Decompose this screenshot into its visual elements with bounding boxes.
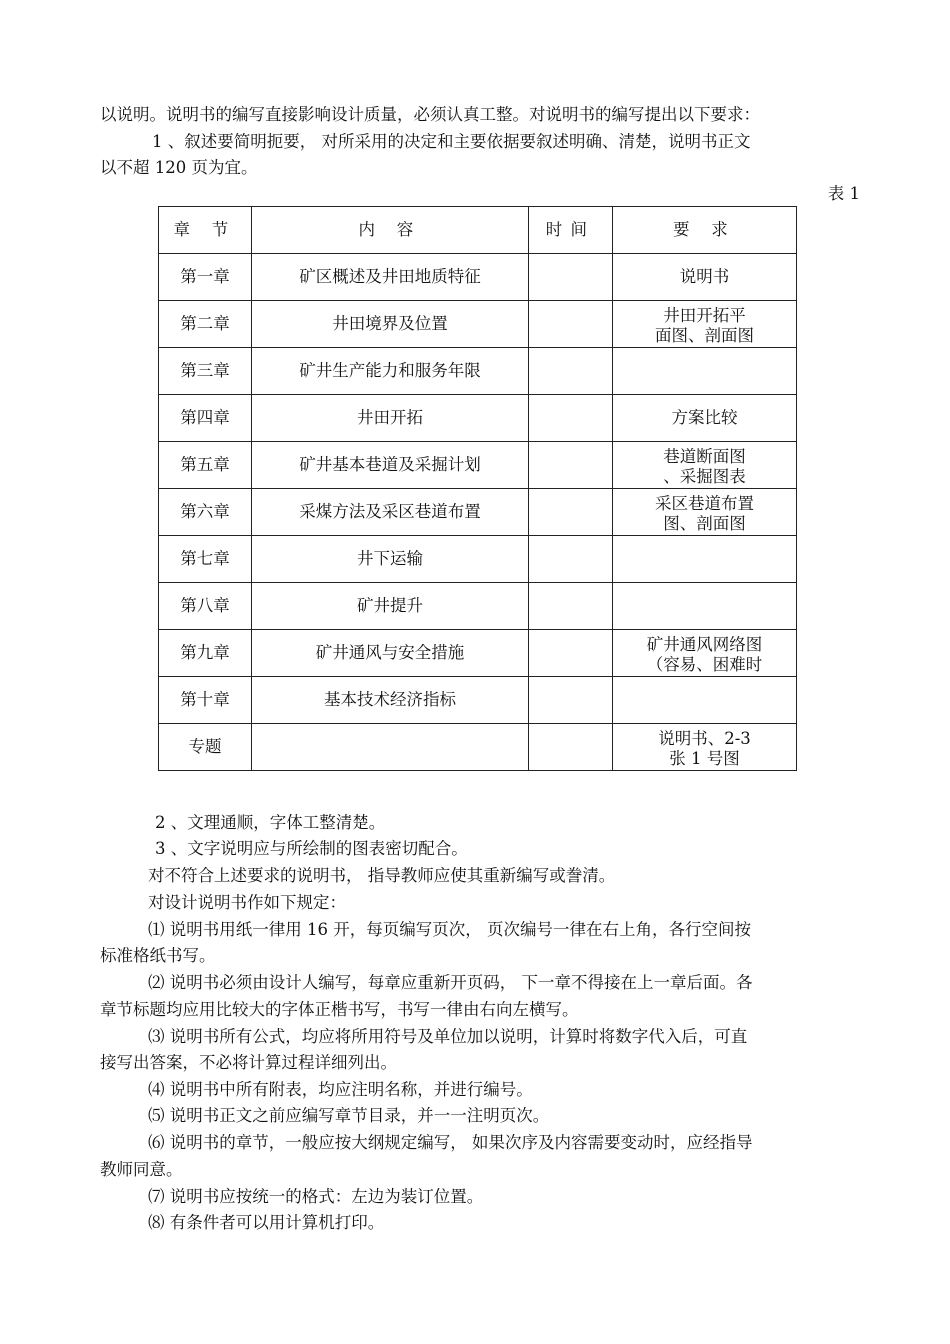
chapter-cell: 第三章 — [159, 348, 252, 395]
requirement-1: 1 、叙述要简明扼要， 对所采用的决定和主要依据要叙述明确、清楚，说明书正文 — [152, 132, 751, 151]
rule-2-continued: 章节标题均应用比较大的字体正楷书写，书写一律由右向左横写。 — [100, 1000, 579, 1019]
content-cell: 矿井通风与安全措施 — [252, 630, 529, 677]
requirement-cell: 方案比较 — [613, 395, 797, 442]
requirement-3: 3 、文字说明应与所绘制的图表密切配合。 — [155, 839, 468, 858]
requirement-line: 、采掘图表 — [663, 467, 746, 486]
table-row — [159, 489, 797, 536]
requirement-cell — [613, 254, 797, 301]
content-cell: 井田开拓 — [252, 395, 529, 442]
requirement-line: 采区巷道布置 — [655, 494, 754, 513]
chapter-cell: 第一章 — [159, 254, 252, 301]
time-cell — [529, 536, 613, 583]
rule-1-continued: 标准格纸书写。 — [100, 946, 216, 965]
header-chapter: 章 节 — [159, 207, 252, 254]
content-cell: 矿井基本巷道及采掘计划 — [252, 442, 529, 489]
requirement-line: 井田开拓平 — [663, 306, 746, 325]
requirement-cell — [613, 583, 797, 630]
chapter-cell: 第十章 — [159, 677, 252, 724]
content-cell — [252, 724, 529, 771]
requirement-cell — [613, 630, 797, 677]
header-requirement: 要 求 — [613, 207, 797, 254]
requirement-1-continued: 以不超 120 页为宜。 — [100, 158, 258, 177]
header-time: 时间 — [529, 207, 613, 254]
requirement-cell — [613, 442, 797, 489]
rule-4: ⑷ 说明书中所有附表，均应注明名称，并进行编号。 — [148, 1080, 533, 1099]
requirement-line: 图、剖面图 — [663, 514, 746, 533]
chapter-cell: 第七章 — [159, 536, 252, 583]
revision-note: 对不符合上述要求的说明书， 指导教师应使其重新编写或誊清。 — [148, 866, 616, 885]
chapter-cell: 专题 — [159, 724, 252, 771]
time-cell — [529, 442, 613, 489]
time-cell — [529, 724, 613, 771]
content-cell: 基本技术经济指标 — [252, 677, 529, 724]
requirement-cell — [613, 301, 797, 348]
table-header-row — [159, 207, 797, 254]
rules-intro: 对设计说明书作如下规定： — [148, 893, 346, 912]
requirement-cell — [613, 536, 797, 583]
requirement-line: 矿井通风网络图 — [646, 635, 763, 654]
table-row — [159, 442, 797, 489]
rule-8: ⑻ 有条件者可以用计算机打印。 — [148, 1213, 385, 1232]
table-row — [159, 395, 797, 442]
chapter-cell: 第四章 — [159, 395, 252, 442]
header-content: 内 容 — [252, 207, 529, 254]
content-cell: 采煤方法及采区巷道布置 — [252, 489, 529, 536]
rule-2: ⑵ 说明书必须由设计人编写，每章应重新开页码， 下一章不得接在上一章后面。各 — [148, 973, 753, 992]
requirement-line: 面图、剖面图 — [655, 326, 754, 345]
table-row — [159, 677, 797, 724]
time-cell — [529, 301, 613, 348]
time-cell — [529, 630, 613, 677]
requirement-cell — [613, 348, 797, 395]
rule-3: ⑶ 说明书所有公式，均应将所用符号及单位加以说明，计算时将数字代入后，可直 — [148, 1027, 748, 1046]
table-row — [159, 583, 797, 630]
content-cell: 矿井生产能力和服务年限 — [252, 348, 529, 395]
requirement-cell — [613, 489, 797, 536]
requirement-2: 2 、文理通顺，字体工整清楚。 — [155, 813, 386, 832]
rule-6: ⑹ 说明书的章节，一般应按大纲规定编写， 如果次序及内容需要变动时，应经指导 — [148, 1133, 753, 1152]
chapter-cell: 第八章 — [159, 583, 252, 630]
table-caption: 表 1 — [827, 184, 860, 203]
time-cell — [529, 489, 613, 536]
table-row — [159, 254, 797, 301]
chapter-table — [158, 206, 797, 771]
table-row — [159, 536, 797, 583]
requirement-line: 说明书、2-3 — [658, 729, 751, 748]
intro-line: 以说明。说明书的编写直接影响设计质量，必须认真工整。对说明书的编写提出以下要求： — [100, 105, 760, 124]
requirement-cell — [613, 724, 797, 771]
time-cell — [529, 254, 613, 301]
table-row — [159, 630, 797, 677]
time-cell — [529, 583, 613, 630]
content-cell: 矿区概述及井田地质特征 — [252, 254, 529, 301]
chapter-cell: 第五章 — [159, 442, 252, 489]
rule-5: ⑸ 说明书正文之前应编写章节目录，并一一注明页次。 — [148, 1106, 550, 1125]
requirement-line: （容易、困难时 — [646, 655, 763, 674]
requirement-line: 说明书 — [679, 267, 730, 286]
rule-6-continued: 教师同意。 — [100, 1160, 183, 1179]
requirement-line: 巷道断面图 — [663, 447, 746, 466]
time-cell — [529, 395, 613, 442]
chapter-cell: 第九章 — [159, 630, 252, 677]
requirement-cell — [613, 677, 797, 724]
table-row — [159, 301, 797, 348]
chapter-cell: 第六章 — [159, 489, 252, 536]
content-cell: 井下运输 — [252, 536, 529, 583]
rule-7: ⑺ 说明书应按统一的格式：左边为装订位置。 — [148, 1187, 484, 1206]
rule-1: ⑴ 说明书用纸一律用 16 开，每页编写页次， 页次编号一律在右上角，各行空间按 — [148, 920, 751, 939]
content-cell: 矿井提升 — [252, 583, 529, 630]
time-cell — [529, 677, 613, 724]
requirement-line: 张 1 号图 — [669, 749, 740, 768]
time-cell — [529, 348, 613, 395]
table-row — [159, 724, 797, 771]
chapter-cell: 第二章 — [159, 301, 252, 348]
rule-3-continued: 接写出答案，不必将计算过程详细列出。 — [100, 1053, 397, 1072]
table-row — [159, 348, 797, 395]
content-cell: 井田境界及位置 — [252, 301, 529, 348]
